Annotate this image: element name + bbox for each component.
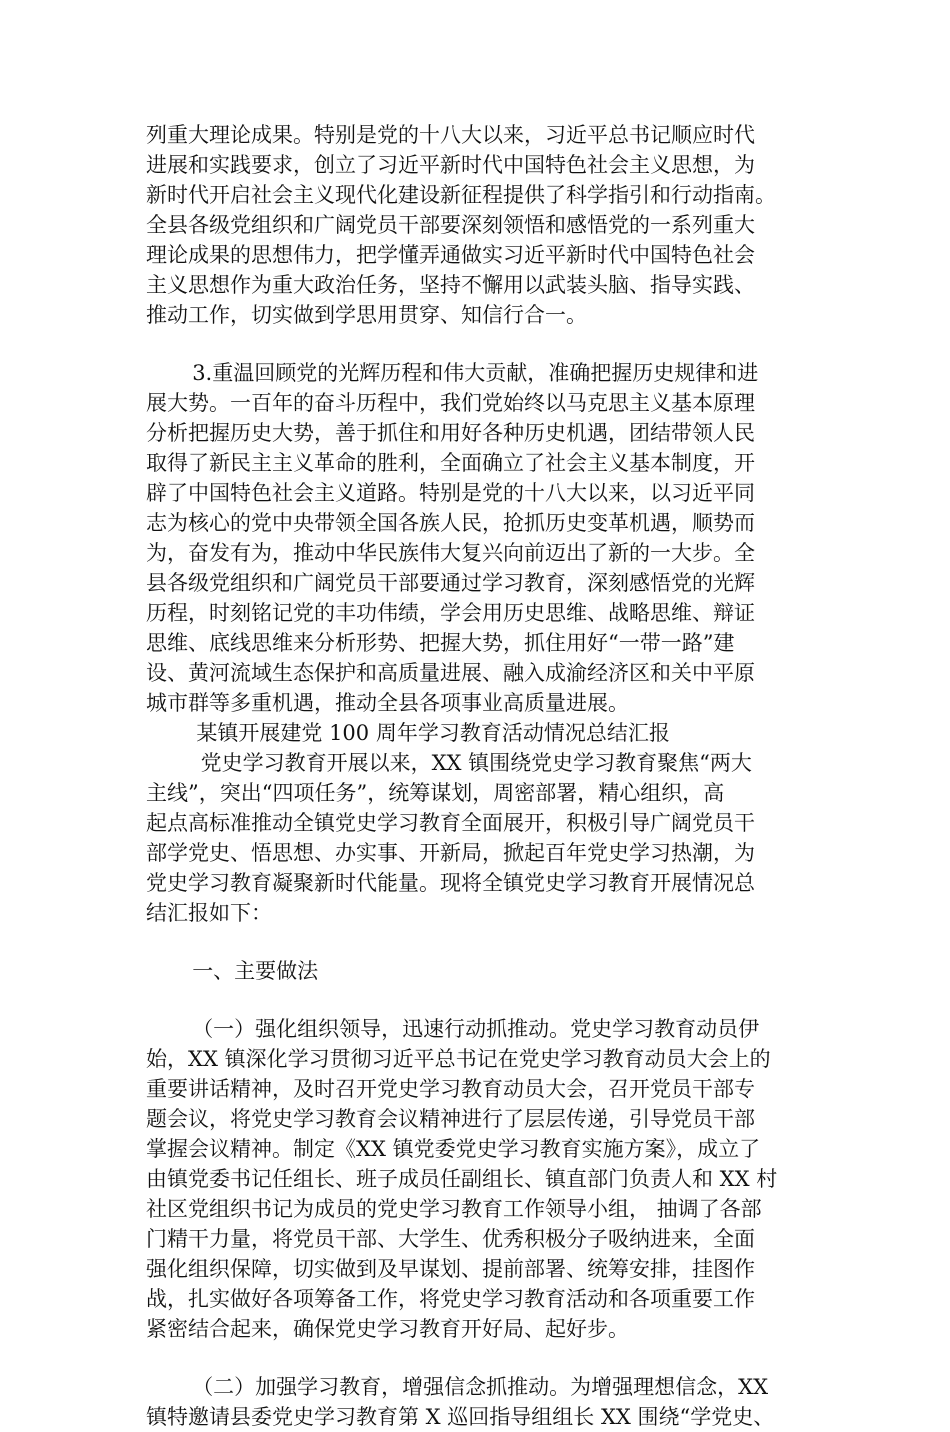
paragraph-spacer [146, 986, 811, 1014]
paragraph-report-intro: 党史学习教育开展以来，XX 镇围绕党史学习教育聚焦“两大 主线”，突出“四项任务”，统筹谋划，周密部署，精心组织，高 起点高标准推动全镇党史学习教育全面展开，积极引导广阔党员干 部学党史、悟思想、办实事、开新局，掀起百年党史学习热潮，为 党史学习教育凝聚新时代能量。现将全镇党史学习教育开展情况总 结汇报如下： [146, 751, 755, 925]
section-heading-main-practices: 一、主要做法 [192, 959, 319, 983]
paragraph-study-education: （二）加强学习教育，增强信念抓推动。为增强理想信念，XX 镇特邀请县委党史学习教育第 X 巡回指导组组长 XX 围绕“学党史、 [146, 1375, 775, 1429]
paragraph-history-review: 3.重温回顾党的光辉历程和伟大贡献，准确把握历史规律和进 展大势。一百年的奋斗历程中，我们党始终以马克思主义基本原理 分析把握历史大势，善于抓住和用好各种历史机遇，团结带领人民 取得了新民主主义革命的胜利，全面确立了社会主义基本制度，开 辟了中国特色社会主义道路。特别是党的十八大以来，以习近平同 志为核心的党中央带领全国各族人民，抢抓历史变革机遇，顺势而 为，奋发有为，推动中华民族伟大复兴向前迈出了新的一大步。全 县各级党组织和广阔党员干部要通过学习教育，深刻感悟党的光辉 历程，时刻铭记党的丰功伟绩，学会用历史思维、战略思维、辩证 思维、底线思维来分析形势、把握大势，抓住用好“一带一路”建 设、黄河流域生态保护和高质量进展、融入成渝经济区和关中平原 城市群等多重机遇，推动全县各项事业高质量进展。 [146, 361, 759, 715]
paragraph-organization-leadership: （一）强化组织领导，迅速行动抓推动。党史学习教育动员伊 始，XX 镇深化学习贯彻习近平总书记在党史学习教育动员大会上的 重要讲话精神，及时召开党史学习教育动员大会，召开党员干部专 题会议，将党史学习教育会议精神进行了层层传递，引导党员干部 掌握会议精神。制定《XX 镇党委党史学习教育实施方案》，成立了 由镇党委书记任组长、班子成员任副组长、镇直部门负责人和 XX 村 社区党组织书记为成员的党史学习教育工作领导小组， 抽调了各部 门精干力量，将党员干部、大学生、优秀积极分子吸纳进来，全面 强化组织保障，切实做到及早谋划、提前部署、统筹安排，挂图作 战，扎实做好各项筹备工作，将党史学习教育活动和各项重要工作 紧密结合起来，确保党史学习教育开好局、起好步。 [146, 1017, 778, 1341]
paragraph-theory-achievements: 列重大理论成果。特别是党的十八大以来，习近平总书记顺应时代 进展和实践要求，创立了习近平新时代中国特色社会主义思想，为 新时代开启社会主义现代化建设新征程提供了科学指引和行动指南。 全县各级党组织和广阔党员干部要深刻领悟和感悟党的一系列重大 理论成果的思想伟力，把学懂弄通做实习近平新时代中国特色社会 主义思想作为重大政治任务，坚持不懈用以武装头脑、指导实践、 推动工作，切实做到学思用贯穿、知信行合一。 [146, 123, 776, 327]
paragraph-spacer [146, 1344, 811, 1372]
report-title: 某镇开展建党 100 周年学习教育活动情况总结汇报 [196, 721, 670, 745]
paragraph-spacer [146, 928, 811, 956]
document-page [146, 120, 811, 1432]
paragraph-spacer [146, 330, 811, 358]
